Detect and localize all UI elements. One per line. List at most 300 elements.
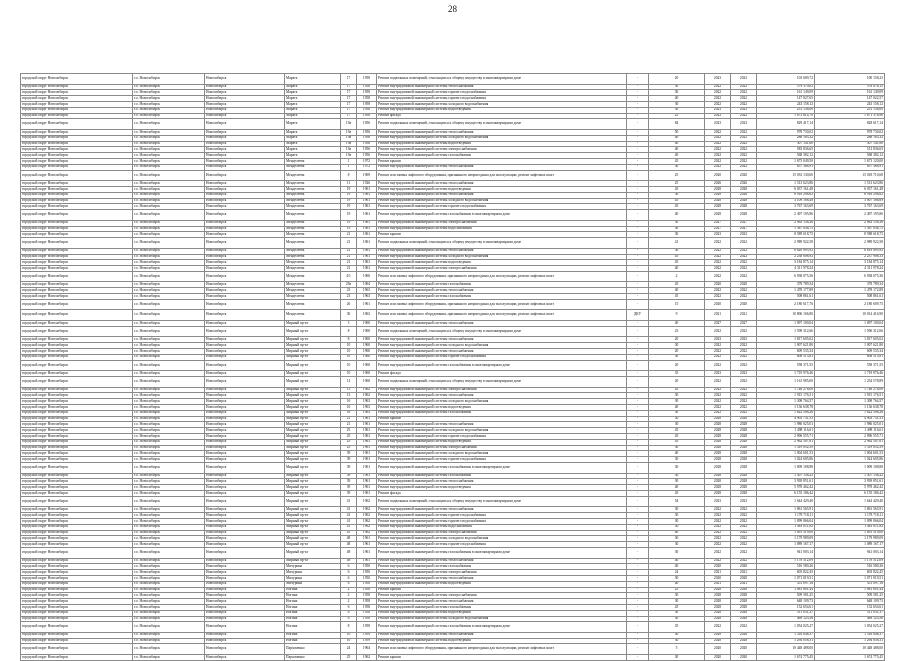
cell-house: 48 [341, 558, 357, 564]
cell-cost: 558 371,55 [757, 360, 815, 371]
cell-year: 1961 [357, 445, 377, 451]
cell-work: Ремонт внутридомовой инженерной системы холодного водоснабжения [377, 135, 627, 141]
cell-work: Ремонт внутридомовой инженерной системы водоотведения [377, 610, 627, 616]
cell-qty: 25 [649, 113, 705, 119]
cell-total: 603 822,45 [815, 570, 885, 576]
cell-work: Ремонт внутридомовой инженерной системы теплоснабжения [377, 248, 627, 254]
cell-y2: 2028 [731, 445, 757, 451]
cell-district: городской округ Новосибирск [21, 248, 133, 254]
cell-district: городской округ Новосибирск [21, 113, 133, 119]
cell-y2: 2022 [731, 294, 757, 300]
cell-street: Мичурина [285, 581, 341, 587]
cell-house: 19а [341, 119, 357, 130]
cell-qty: 30 [649, 399, 705, 405]
cell-work: Ремонт внутридомовой инженерной системы водоотведения [377, 581, 627, 587]
cell-street: Мирный пр-кт [285, 445, 341, 451]
cell-district: городской округ Новосибирск [21, 599, 133, 605]
cell-y1: 2022 [705, 547, 731, 558]
cell-street: Мирный пр-кт [285, 485, 341, 491]
cell-year: 1956 [357, 129, 377, 135]
cell-y1: 2028 [705, 490, 731, 496]
cell-street: Мичурина [285, 564, 341, 570]
cell-house: 23 [341, 294, 357, 300]
cell-street: Ногина [285, 638, 341, 644]
cell-street: Мирный пр-кт [285, 399, 341, 405]
table-row [21, 360, 885, 371]
cell-house: 8 [341, 337, 357, 343]
cell-unit: - [627, 616, 649, 622]
cell-street: Ногина [285, 616, 341, 622]
cell-district: городской округ Новосибирск [21, 158, 133, 164]
cell-house: 48 [341, 536, 357, 542]
cell-city: Новосибирск [205, 349, 285, 355]
cell-street: Марата [285, 135, 341, 141]
cell-y1: 2022 [705, 405, 731, 411]
cell-cost: 10 806 106,80 [757, 310, 815, 321]
cell-total: 288 183,32 [815, 135, 885, 141]
cell-locality: г.о. Новосибирск [133, 326, 205, 337]
cell-y1: 2022 [705, 96, 731, 102]
cell-street: Менделеева [285, 164, 341, 170]
cell-house: 21 [341, 254, 357, 260]
cell-y2: 2028 [731, 638, 757, 644]
cell-y1: 2022 [705, 288, 731, 294]
cell-locality: г.о. Новосибирск [133, 84, 205, 90]
repair-program-table [20, 73, 885, 661]
cell-unit: - [627, 479, 649, 485]
cell-cost: 2 096 555,71 [757, 434, 815, 440]
cell-district: городской округ Новосибирск [21, 164, 133, 170]
cell-total: 1 915 176,51 [815, 393, 885, 399]
cell-unit: - [627, 445, 649, 451]
cell-qty: 40 [649, 147, 705, 153]
cell-year: 1958 [357, 599, 377, 605]
cell-qty: 30 [649, 457, 705, 463]
cell-unit: ДКУ [627, 310, 649, 321]
cell-district: городской округ Новосибирск [21, 271, 133, 282]
cell-district: городской округ Новосибирск [21, 170, 133, 181]
cell-total: 3 767 163,69 [815, 204, 885, 210]
cell-city: Новосибирск [205, 542, 285, 548]
cell-total: 609 535,34 [815, 349, 885, 355]
cell-district: городской округ Новосибирск [21, 153, 133, 159]
cell-year: 1956 [357, 153, 377, 159]
cell-cost: 1 089 167,17 [757, 542, 815, 548]
cell-house: 4/1 [341, 271, 357, 282]
cell-locality: г.о. Новосибирск [133, 135, 205, 141]
cell-total: 1 673 120,00 [815, 158, 885, 164]
cell-total: 1 387 036,75 [815, 226, 885, 232]
cell-work: Ремонт внутридомовой инженерной системы водоснабжения [377, 226, 627, 232]
cell-y1: 2028 [705, 473, 731, 479]
cell-total: 1 091 519,00 [815, 530, 885, 536]
cell-work: Ремонт внутридомовой инженерной системы холодного водоснабжения [377, 343, 627, 349]
cell-total: 558 371,55 [815, 360, 885, 371]
cell-qty: 30 [649, 445, 705, 451]
cell-house: 10 [341, 349, 357, 355]
cell-district: городской округ Новосибирск [21, 294, 133, 300]
cell-y2: 2028 [731, 616, 757, 622]
cell-work: Ремонт внутридомовой инженерной системы водоотведения [377, 141, 627, 147]
cell-house: 17 [341, 84, 357, 90]
cell-work: Ремонт внутридомовой инженерной системы горячего водоснабжения [377, 457, 627, 463]
cell-total: 1 254 578,89 [815, 377, 885, 388]
cell-street: Мирный пр-кт [285, 354, 341, 360]
cell-city: Новосибирск [205, 310, 285, 321]
cell-locality: г.о. Новосибирск [133, 587, 205, 593]
cell-unit: - [627, 496, 649, 507]
cell-house: 19а [341, 129, 357, 135]
cell-cost: 1 986 025,01 [757, 422, 815, 428]
cell-city: Новосибирск [205, 204, 285, 210]
cell-cost: 1 004 601,53 [757, 451, 815, 457]
cell-locality: г.о. Новосибирск [133, 90, 205, 96]
cell-street: Мирный пр-кт [285, 507, 341, 513]
cell-locality: г.о. Новосибирск [133, 507, 205, 513]
cell-street: Мирный пр-кт [285, 349, 341, 355]
cell-unit: - [627, 119, 649, 130]
cell-work: Ремонт внутридомовой инженерной системы водоотведения [377, 638, 627, 644]
cell-city: Новосибирск [205, 141, 285, 147]
cell-cost: 6 938 075,36 [757, 271, 815, 282]
cell-street: Марата [285, 129, 341, 135]
cell-cost: 161 149,09 [757, 90, 815, 96]
cell-year: 1961 [357, 439, 377, 445]
cell-work: Ремонт или замена лифтового оборудования, признанного непригодным для эксплуатации, ремонт лифтовых шахт [377, 299, 627, 310]
cell-y2: 2022 [731, 360, 757, 371]
cell-locality: г.о. Новосибирск [133, 593, 205, 599]
cell-year: 1962 [357, 524, 377, 530]
cell-work: Ремонт внутридомовой инженерной системы теплоснабжения [377, 321, 627, 327]
cell-total: 2 237 908,33 [815, 254, 885, 260]
cell-city: Новосибирск [205, 271, 285, 282]
cell-qty: 45 [649, 387, 705, 393]
cell-year: 1962 [357, 513, 377, 519]
cell-qty: 40 [649, 266, 705, 272]
cell-locality: г.о. Новосибирск [133, 198, 205, 204]
cell-total: 1 294 058,31 [815, 638, 885, 644]
cell-city: Новосибирск [205, 416, 285, 422]
cell-district: городской округ Новосибирск [21, 570, 133, 576]
cell-work: Ремонт внутридомовой инженерной системы водоотведения [377, 485, 627, 491]
cell-unit: - [627, 462, 649, 473]
cell-work: Ремонт или замена лифтового оборудования, признанного непригодным для эксплуатации, ремонт лифтовых шахт [377, 271, 627, 282]
cell-qty: 15 [649, 299, 705, 310]
cell-locality: г.о. Новосибирск [133, 74, 205, 85]
cell-street: Ногина [285, 604, 341, 610]
cell-y2: 2022 [731, 164, 757, 170]
cell-house: 10 [341, 371, 357, 377]
cell-unit: - [627, 192, 649, 198]
cell-unit: - [627, 266, 649, 272]
cell-locality: г.о. Новосибирск [133, 192, 205, 198]
cell-year: 1958 [357, 622, 377, 633]
cell-district: городской округ Новосибирск [21, 462, 133, 473]
cell-district: городской округ Новосибирск [21, 84, 133, 90]
table-row [21, 299, 885, 310]
cell-house: 6 [341, 604, 357, 610]
cell-y2: 2022 [731, 536, 757, 542]
cell-work: Ремонт внутридомовой инженерной системы холодного водоснабжения [377, 399, 627, 405]
cell-cost: 1 009 108,88 [757, 462, 815, 473]
cell-total: 1 308 764,57 [815, 399, 885, 405]
cell-year: 1958 [357, 90, 377, 96]
cell-city: Новосибирск [205, 593, 285, 599]
cell-unit: - [627, 558, 649, 564]
cell-city: Новосибирск [205, 622, 285, 633]
cell-unit: - [627, 513, 649, 519]
cell-house: 25 [341, 445, 357, 451]
cell-street: Мирный пр-кт [285, 422, 341, 428]
cell-locality: г.о. Новосибирск [133, 428, 205, 434]
cell-y1: 2022 [705, 135, 731, 141]
cell-total: 231 136,00 [815, 107, 885, 113]
cell-unit: - [627, 485, 649, 491]
cell-cost: 2 962 507,61 [757, 439, 815, 445]
cell-house: 21 [341, 232, 357, 238]
cell-year: 1963 [357, 294, 377, 300]
cell-city: Новосибирск [205, 238, 285, 249]
cell-y1: 2028 [705, 416, 731, 422]
cell-work: Ремонт внутридомовой инженерной системы холодного водоснабжения [377, 428, 627, 434]
cell-city: Новосибирск [205, 119, 285, 130]
cell-y1: 2020 [705, 299, 731, 310]
cell-qty: 30 [649, 518, 705, 524]
cell-y2: 2021 [731, 581, 757, 587]
cell-cost: 1 308 764,57 [757, 399, 815, 405]
cell-y1: 2022 [705, 536, 731, 542]
cell-unit: - [627, 204, 649, 210]
cell-qty: 45 [649, 294, 705, 300]
cell-year: 1963 [357, 399, 377, 405]
cell-year: 1958 [357, 101, 377, 107]
cell-district: городской округ Новосибирск [21, 518, 133, 524]
cell-city: Новосибирск [205, 288, 285, 294]
cell-qty: 24 [649, 570, 705, 576]
cell-unit: - [627, 232, 649, 238]
cell-qty: 45 [649, 604, 705, 610]
cell-y1: 2028 [705, 439, 731, 445]
cell-total: 513 836,65 [815, 147, 885, 153]
cell-y2: 2022 [731, 558, 757, 564]
cell-qty: 25 [649, 181, 705, 187]
cell-unit: - [627, 507, 649, 513]
cell-year: 1961 [357, 547, 377, 558]
cell-unit: - [627, 248, 649, 254]
cell-y1: 2022 [705, 622, 731, 633]
cell-locality: г.о. Новосибирск [133, 616, 205, 622]
cell-y2: 2022 [731, 158, 757, 164]
cell-y2: 2022 [731, 547, 757, 558]
cell-city: Новосибирск [205, 337, 285, 343]
cell-total: 1 307 136,22 [815, 473, 885, 479]
cell-city: Новосибирск [205, 170, 285, 181]
cell-cost: 829 417,14 [757, 119, 815, 130]
cell-locality: г.о. Новосибирск [133, 439, 205, 445]
cell-house: 10 [341, 343, 357, 349]
cell-y2: 2022 [731, 96, 757, 102]
cell-cost: 2 989 922,58 [757, 238, 815, 249]
cell-house: 17 [341, 96, 357, 102]
cell-cost: 1 319 052,59 [757, 445, 815, 451]
cell-qty: 30 [649, 248, 705, 254]
cell-work: Ремонт внутридомовой инженерной системы теплоснабжения [377, 84, 627, 90]
cell-total: 1 007 621,80 [815, 343, 885, 349]
cell-unit: - [627, 416, 649, 422]
cell-y2: 2021 [731, 570, 757, 576]
cell-locality: г.о. Новосибирск [133, 422, 205, 428]
cell-year: 1961 [357, 485, 377, 491]
cell-work: Ремонт подвальных помещений, относящихся к общему имуществу в многоквартирном доме [377, 377, 627, 388]
cell-total: 10 448 488,00 [815, 644, 885, 655]
cell-year: 1961 [357, 204, 377, 210]
cell-cost: 1 136 638,78 [757, 405, 815, 411]
cell-cost: 1 861 565,91 [757, 507, 815, 513]
cell-unit: - [627, 337, 649, 343]
cell-year: 1961 [357, 254, 377, 260]
cell-cost: 1 598 312,66 [757, 326, 815, 337]
cell-year: 1964 [357, 644, 377, 655]
cell-year: 1961 [357, 198, 377, 204]
cell-city: Новосибирск [205, 326, 285, 337]
cell-y2: 2022 [731, 147, 757, 153]
cell-unit: - [627, 644, 649, 655]
cell-qty: 30 [649, 84, 705, 90]
cell-district: городской округ Новосибирск [21, 326, 133, 337]
cell-year: 1950 [357, 581, 377, 587]
cell-work: Ремонт или замена лифтового оборудования, признанного непригодным для эксплуатации, ремонт лифтовых шахт [377, 170, 627, 181]
cell-locality: г.о. Новосибирск [133, 170, 205, 181]
cell-work: Ремонт внутридомовой инженерной системы газоснабжения в многоквартирном доме [377, 360, 627, 371]
cell-locality: г.о. Новосибирск [133, 622, 205, 633]
cell-street: Менделеева [285, 299, 341, 310]
cell-cost: 351 097,18 [757, 581, 815, 587]
cell-qty: 40 [649, 564, 705, 570]
cell-y2: 2027 [731, 321, 757, 327]
cell-locality: г.о. Новосибирск [133, 181, 205, 187]
cell-y1: 2022 [705, 164, 731, 170]
cell-total: 1 719 976,46 [815, 371, 885, 377]
cell-city: Новосибирск [205, 604, 285, 610]
cell-total: 6 619 895,92 [815, 248, 885, 254]
cell-work: Ремонт внутридомовой инженерной системы горячего водоснабжения [377, 354, 627, 360]
cell-street: Марата [285, 74, 341, 85]
cell-house: 39 [341, 485, 357, 491]
cell-year: 1962 [357, 530, 377, 536]
cell-cost: 1 915 176,51 [757, 393, 815, 399]
cell-locality: г.о. Новосибирск [133, 377, 205, 388]
cell-locality: г.о. Новосибирск [133, 141, 205, 147]
cell-city: Новосибирск [205, 101, 285, 107]
cell-cost: 6 037 161,48 [757, 186, 815, 192]
cell-district: городской округ Новосибирск [21, 343, 133, 349]
cell-qty: 40 [649, 153, 705, 159]
cell-cost: 857 368,91 [757, 164, 815, 170]
cell-house: 25 [341, 434, 357, 440]
cell-locality: г.о. Новосибирск [133, 387, 205, 393]
cell-district: городской округ Новосибирск [21, 135, 133, 141]
cell-city: Новосибирск [205, 192, 285, 198]
cell-district: городской округ Новосибирск [21, 260, 133, 266]
cell-street: Мирный пр-кт [285, 513, 341, 519]
cell-y1: 2022 [705, 558, 731, 564]
cell-unit: - [627, 101, 649, 107]
cell-work: Ремонт внутридомовой инженерной системы газоснабжения [377, 282, 627, 288]
cell-work: Ремонт внутридомовой инженерной системы электроснабжения [377, 570, 627, 576]
cell-y2: 2028 [731, 186, 757, 192]
cell-district: городской округ Новосибирск [21, 387, 133, 393]
cell-house: 19а [341, 147, 357, 153]
cell-city: Новосибирск [205, 220, 285, 226]
cell-locality: г.о. Новосибирск [133, 354, 205, 360]
cell-qty: 30 [649, 507, 705, 513]
cell-street: Менделеева [285, 248, 341, 254]
cell-street: Марата [285, 96, 341, 102]
cell-y2: 2020 [731, 299, 757, 310]
cell-year: 1962 [357, 387, 377, 393]
cell-street: Мирный пр-кт [285, 439, 341, 445]
cell-district: городской округ Новосибирск [21, 107, 133, 113]
cell-total: 2 989 922,58 [815, 238, 885, 249]
cell-year: 1961 [357, 248, 377, 254]
cell-street: Мирный пр-кт [285, 457, 341, 463]
cell-qty: 20 [649, 349, 705, 355]
cell-unit: - [627, 282, 649, 288]
cell-house: 6 [341, 610, 357, 616]
cell-unit: - [627, 135, 649, 141]
cell-y1: 2022 [705, 294, 731, 300]
cell-year: 1958 [357, 74, 377, 85]
cell-y1: 2022 [705, 513, 731, 519]
cell-work: Ремонт внутридомовой инженерной системы теплоснабжения [377, 575, 627, 581]
cell-district: городской округ Новосибирск [21, 457, 133, 463]
cell-total: 1 481 011,82 [815, 524, 885, 530]
cell-y2: 2022 [731, 84, 757, 90]
cell-house: 8 [341, 326, 357, 337]
cell-total: 1 024 605,86 [815, 457, 885, 463]
cell-district: городской округ Новосибирск [21, 422, 133, 428]
cell-work: Ремонт внутридомовой инженерной системы холодного водоснабжения [377, 198, 627, 204]
cell-y2: 2028 [731, 610, 757, 616]
cell-unit: - [627, 473, 649, 479]
cell-total: 511 031,37 [815, 610, 885, 616]
cell-locality: г.о. Новосибирск [133, 604, 205, 610]
cell-cost: 509 581,25 [757, 593, 815, 599]
cell-locality: г.о. Новосибирск [133, 260, 205, 266]
cell-locality: г.о. Новосибирск [133, 349, 205, 355]
cell-city: Новосибирск [205, 210, 285, 221]
table-row [21, 547, 885, 558]
cell-unit: - [627, 260, 649, 266]
cell-district: городской округ Новосибирск [21, 530, 133, 536]
cell-district: городской округ Новосибирск [21, 536, 133, 542]
cell-district: городской округ Новосибирск [21, 632, 133, 638]
cell-street: Менделеева [285, 288, 341, 294]
cell-house: 19а [341, 153, 357, 159]
cell-cost: 5 978 462,42 [757, 485, 815, 491]
cell-y1: 2022 [705, 129, 731, 135]
cell-y2: 2028 [731, 632, 757, 638]
cell-cost: 511 031,37 [757, 610, 815, 616]
cell-qty: 45 [649, 282, 705, 288]
cell-city: Новосибирск [205, 518, 285, 524]
cell-y2: 2022 [731, 153, 757, 159]
cell-unit: - [627, 593, 649, 599]
cell-y1: 2022 [705, 354, 731, 360]
cell-house: 8 [341, 170, 357, 181]
cell-total: 307 141,80 [815, 141, 885, 147]
cell-city: Новосибирск [205, 451, 285, 457]
